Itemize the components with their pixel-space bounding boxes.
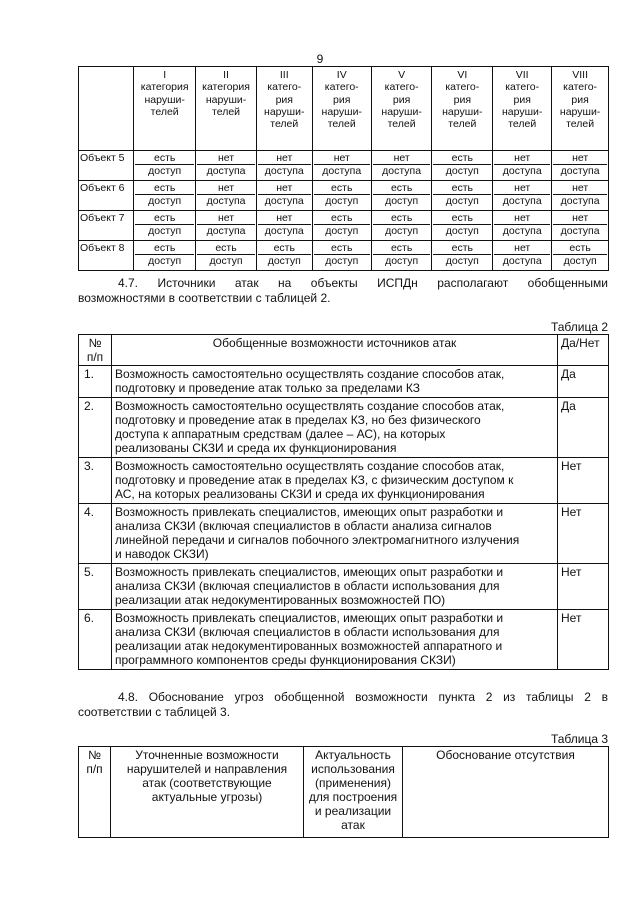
table1-header-cell [134,67,196,151]
access-detail: доступ [385,225,419,238]
access-status: есть [135,212,194,225]
header-line: для построения [308,790,398,804]
access-status: нет [197,182,255,195]
description-line: подготовку и проведение атак в пределах КЗ, но без физического [115,413,481,427]
access-detail: доступ [148,165,182,178]
access-status: есть [373,182,431,195]
access-cell [552,241,609,271]
access-status: есть [433,242,491,255]
access-cell [134,241,196,271]
description-line: АС, на которых реализованы СКЗИ и среда их функционирования [115,487,485,501]
header-line: катего- [384,81,419,94]
capability-description [112,398,558,458]
access-cell [134,211,196,241]
header-line: наруши- [501,105,543,118]
header-line: рия [453,93,471,106]
description-line: анализа СКЗИ (включая специалистов в области анализа сигналов [115,519,492,533]
capability-description [112,366,558,398]
header-line: телей [387,118,416,131]
table2-row [79,398,609,458]
access-detail: доступа [502,225,542,238]
header-line: наруши- [264,105,305,118]
table2-row [79,564,609,610]
access-cell [371,211,432,241]
header-line: катего- [445,81,480,94]
header-line: наруши- [442,105,483,118]
access-cell [552,211,609,241]
access-status: есть [553,242,607,255]
header-line: телей [150,105,179,118]
access-cell [256,241,312,271]
access-cell [432,241,493,271]
access-detail: доступа [322,165,362,178]
access-status: есть [135,152,194,165]
access-cell [312,181,371,211]
access-detail: доступ [267,255,301,268]
header-line: наруши- [559,105,601,118]
access-status: нет [258,152,311,165]
capability-description [112,458,558,504]
yes-no-value: Да [558,398,609,458]
table1-header-cell [371,67,432,151]
description-line: анализа СКЗИ (включая специалистов в области использования для [115,579,500,593]
table2-row [79,610,609,670]
access-status: есть [433,152,491,165]
access-detail: доступ [148,255,182,268]
header-line: катего- [324,81,359,94]
description-line: подготовку и проведение атак в пределах КЗ, с физическим доступом к [115,473,514,487]
row-number: 3. [79,458,112,504]
access-cell [432,181,493,211]
description-line: реализации атак недокументированных возможностей ПО) [115,593,446,607]
access-status: нет [494,212,550,225]
header-line: рия [333,93,351,106]
header-line: Уточненные возможности [135,748,279,762]
header-line: (применения) [315,776,391,790]
access-detail: доступ [445,165,479,178]
table1-header-cell [493,67,552,151]
access-cell [371,151,432,181]
object-label: Объект 5 [79,151,134,181]
access-status: нет [553,152,607,165]
header-line: атак [341,818,365,832]
header-line: № [88,748,101,762]
header-line: катего- [563,81,598,94]
table1-header-cell [312,67,371,151]
row-number: 6. [79,610,112,670]
access-status: есть [135,242,194,255]
table2-header-row [79,335,609,366]
access-detail: доступа [502,195,542,208]
table1-row [79,151,609,181]
access-status: есть [314,182,370,195]
object-label: Объект 8 [79,241,134,271]
access-cell [312,241,371,271]
access-cell [552,151,609,181]
access-cell [312,211,371,241]
access-detail: доступ [148,225,182,238]
access-cell [196,181,257,211]
yes-no-value: Нет [558,458,609,504]
header-line: Актуальность [315,748,391,762]
table2-caption: Таблица 2 [550,320,608,334]
header-line: телей [270,118,299,131]
header-line: телей [212,105,241,118]
access-detail: доступ [445,255,479,268]
table2-header-num: № п/п [79,335,112,366]
access-status: нет [258,212,311,225]
access-cell [312,151,371,181]
access-status: нет [373,152,431,165]
access-detail: доступа [206,165,246,178]
table2-header-description: Обобщенные возможности источников атак [112,335,558,366]
header-line: рия [392,93,411,106]
access-status: нет [553,212,607,225]
header-line: IV [336,69,347,81]
header-line: и реализации [314,804,392,818]
row-number: 4. [79,504,112,564]
access-status: есть [314,242,370,255]
access-detail: доступа [382,165,422,178]
access-cell [196,241,257,271]
threat-justification-table [78,746,609,838]
paragraph-4-8-line1: 4.8. Обоснование угроз обобщенной возможности пункта 2 из таблицы 2 в [118,690,608,704]
object-label: Объект 7 [79,211,134,241]
page-number: 9 [316,52,324,66]
yes-no-value: Нет [558,610,609,670]
table1-row [79,211,609,241]
access-detail: доступа [502,255,542,268]
access-cell [256,181,312,211]
categories-access-table [78,66,609,271]
access-status: есть [373,242,431,255]
table1-row [79,181,609,211]
paragraph-4-7-line2: возможностями в соответствии с таблицей 2. [78,291,331,305]
access-status: нет [258,182,311,195]
access-status: нет [494,242,550,255]
header-line: телей [508,118,537,131]
yes-no-value: Нет [558,504,609,564]
paragraph-4-8-line2: соответствии с таблицей 3. [78,705,231,719]
capability-description [112,564,558,610]
access-detail: доступ [325,255,359,268]
access-cell [432,151,493,181]
access-status: нет [314,152,370,165]
access-cell [196,211,257,241]
header-line: атак (соответствующие [142,776,272,790]
header-line: нарушителей и направления [126,762,288,776]
access-status: нет [197,152,255,165]
row-number: 5. [79,564,112,610]
access-status: есть [433,212,491,225]
description-line: доступа к аппаратным средствам (далее – АС), на которых [115,427,446,441]
object-label: Объект 6 [79,181,134,211]
description-line: программного компонентов среды функционирования СКЗИ) [115,653,456,667]
header-line: VIII [572,69,588,81]
header-line: I [163,69,167,81]
access-status: нет [553,182,607,195]
yes-no-value: Нет [558,564,609,610]
table1-header-cell [196,67,257,151]
access-cell [256,151,312,181]
header-line: II [223,69,229,81]
header-line: п/п [86,762,103,776]
access-detail: доступ [445,195,479,208]
header-line: категория [202,81,250,94]
paragraph-4-7-line1: 4.7. Источники атак на объекты ИСПДн располагают обобщенными [118,276,608,290]
table1-header-cell [79,67,134,151]
yes-no-value: Да [558,366,609,398]
description-line: реализованы СКЗИ и среда их функционирования [115,441,397,455]
table3-header-cell [403,747,609,838]
table2-row [79,504,609,564]
access-detail: доступ [385,195,419,208]
row-number: 2. [79,398,112,458]
description-line: реализации атак недокументированных возможностей аппаратного и [115,639,503,653]
description-line: Возможность самостоятельно осуществлять создание способов атак, [115,367,505,381]
table1-header-cell [256,67,312,151]
access-detail: доступ [325,195,359,208]
description-line: Возможность привлекать специалистов, имеющих опыт разработки и [115,565,504,579]
header-line: V [398,69,406,81]
access-detail: доступ [209,255,243,268]
access-detail: доступ [445,225,479,238]
description-line: линейной передачи и сигналов побочного электромагнитного излучения [115,533,520,547]
access-status: нет [197,212,255,225]
access-cell [134,181,196,211]
header-line: телей [448,118,477,131]
description-line: Возможность самостоятельно осуществлять создание способов атак, [115,459,505,473]
access-cell [493,181,552,211]
access-detail: доступа [206,225,246,238]
description-line: Возможность самостоятельно осуществлять создание способов атак, [115,399,505,413]
access-detail: доступ [325,225,359,238]
table1-row [79,241,609,271]
table1-header-cell [432,67,493,151]
header-line: телей [327,118,356,131]
access-status: есть [373,212,431,225]
access-detail: доступа [264,225,304,238]
header-line: Обоснование отсутствия [436,748,575,762]
access-status: нет [494,152,550,165]
access-cell [371,181,432,211]
table3-header-cell [304,747,403,838]
table3-header-cell [111,747,304,838]
header-line: VII [515,69,529,81]
description-line: и наводок СКЗИ) [115,547,209,561]
header-line: рия [513,93,531,106]
table3-header-row [79,747,609,838]
header-line: III [279,69,289,81]
access-detail: доступа [560,225,600,238]
access-cell [493,211,552,241]
access-detail: доступа [560,195,600,208]
access-cell [256,211,312,241]
capability-description [112,610,558,670]
access-cell [196,151,257,181]
description-line: Возможность привлекать специалистов, имеющих опыт разработки и [115,611,504,625]
access-status: нет [494,182,550,195]
header-line: катего- [505,81,540,94]
access-status: есть [433,182,491,195]
access-status: есть [197,242,255,255]
header-line: телей [566,118,595,131]
table2-row [79,366,609,398]
header-line: использования [311,762,395,776]
header-line: наруши- [381,105,422,118]
header-line: рия [275,93,293,106]
header-line: наруши- [144,93,185,106]
access-cell [134,151,196,181]
description-line: подготовку и проведение атак только за пределами КЗ [115,381,420,395]
header-line: категория [140,81,189,94]
table1-header-row [79,67,609,151]
header-line: рия [571,93,589,106]
header-line: наруши- [205,93,247,106]
table2-row [79,458,609,504]
header-line: катего- [267,81,302,94]
access-detail: доступа [502,165,542,178]
access-cell [371,241,432,271]
access-status: есть [314,212,370,225]
header-line: актуальные угрозы) [151,790,263,804]
row-number: 1. [79,366,112,398]
table3-header-cell [79,747,111,838]
table2-header-yes-no: Да/Нет [558,335,609,366]
access-detail: доступ [385,255,419,268]
access-detail: доступ [148,195,182,208]
access-detail: доступа [264,165,304,178]
access-detail: доступа [264,195,304,208]
access-status: есть [135,182,194,195]
header-line: наруши- [321,105,362,118]
description-line: Возможность привлекать специалистов, имеющих опыт разработки и [115,505,504,519]
access-status: есть [258,242,311,255]
header-line: VI [457,69,468,81]
access-detail: доступа [206,195,246,208]
access-detail: доступа [560,165,600,178]
access-detail: доступ [563,255,597,268]
table1-header-cell [552,67,609,151]
access-cell [552,181,609,211]
description-line: анализа СКЗИ (включая специалистов в области использования для [115,625,500,639]
access-cell [432,211,493,241]
table3-caption: Таблица 3 [550,732,608,746]
access-cell [493,241,552,271]
attack-capabilities-table [78,334,609,670]
access-cell [493,151,552,181]
capability-description [112,504,558,564]
